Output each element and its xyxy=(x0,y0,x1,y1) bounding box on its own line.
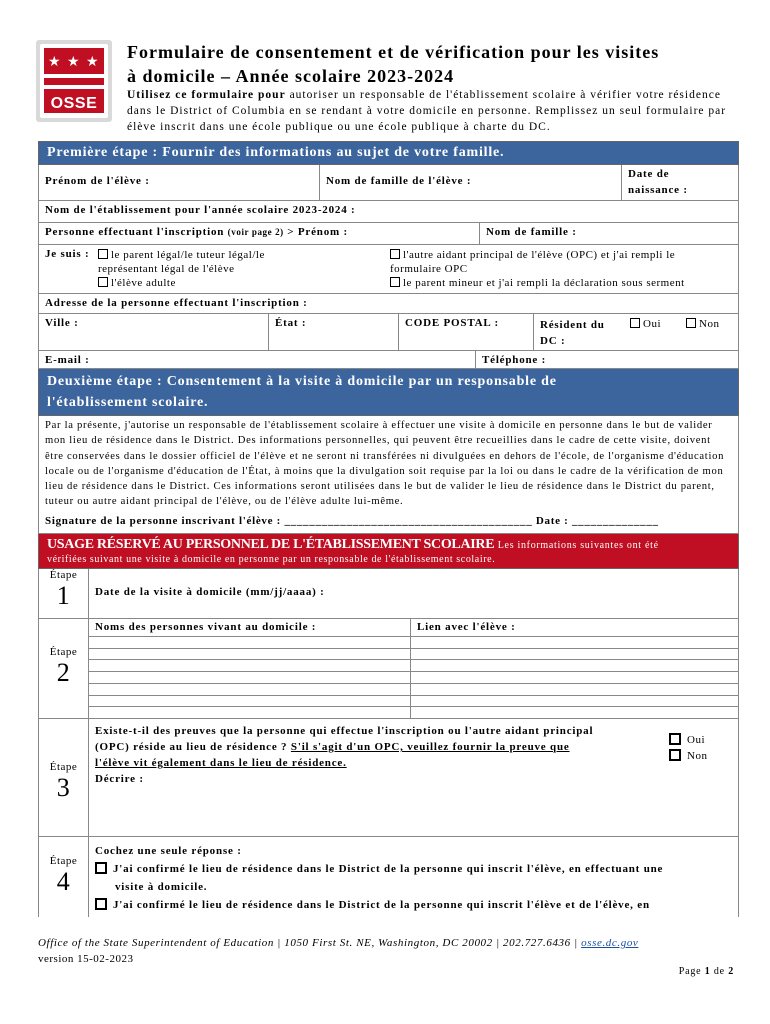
checkbox-icon[interactable] xyxy=(95,862,107,874)
opt-opc-line2: formulaire OPC xyxy=(390,263,468,275)
checkbox-icon[interactable] xyxy=(630,318,640,328)
address-label: Adresse de la personne effectuant l'inscription : xyxy=(45,297,308,309)
describe-label: Décrire : xyxy=(95,773,144,786)
signature-line[interactable]: Signature de la personne inscrivant l'élève : ________________________________________ Date : ______________ xyxy=(45,514,659,527)
stage-4-number xyxy=(39,837,89,917)
proof-q2 xyxy=(95,739,655,755)
confirm-opt1-text: J'ai confirmé le lieu de résidence dans le District de la personne qui inscrit l'élève, en effectuant une xyxy=(113,863,664,876)
proof-question-text xyxy=(95,723,655,832)
phone-field[interactable] xyxy=(476,351,738,368)
city-label: Ville : xyxy=(45,317,79,329)
contact-row xyxy=(38,351,739,369)
checkbox-icon[interactable] xyxy=(669,733,681,745)
city-field[interactable] xyxy=(39,314,269,350)
opt-parent[interactable] xyxy=(98,248,265,262)
step2-header-1: Deuxième étape : Consentement à la visite à domicile par un responsable de xyxy=(47,374,557,389)
visit-date-label: Date de la visite à domicile (mm/jj/aaaa) : xyxy=(95,586,325,599)
city-row xyxy=(38,314,739,351)
household-table xyxy=(89,619,738,718)
enroller-last-name-field[interactable] xyxy=(480,223,738,244)
proof-q2a: (OPC) réside au lieu de résidence ? xyxy=(95,741,291,754)
reserved-line2: vérifiées suivant une visite à domicile en personne par un responsable de l'établissement scolaire. xyxy=(47,554,496,566)
page-current: 1 xyxy=(704,966,711,977)
je-suis-label: Je suis : xyxy=(45,248,90,260)
dob-label-2: naissance : xyxy=(628,184,688,196)
title-line-1: Formulaire de consentement et de vérification pour les visites xyxy=(127,42,660,62)
opt-opc[interactable] xyxy=(390,248,732,262)
stage-word: Étape xyxy=(49,761,78,774)
email-field[interactable] xyxy=(39,351,476,368)
student-first-name-field[interactable] xyxy=(39,165,320,200)
phone-label: Téléphone : xyxy=(482,354,547,366)
confirm-opt1-line2: visite à domicile. xyxy=(115,881,208,894)
enroller-last-label: Nom de famille : xyxy=(486,226,577,238)
consent-paragraph: Par la présente, j'autorise un responsable de l'établissement scolaire à effectuer une visite à domicile en personne dans le but de valider mon lieu de résidence dans le District. Des informations personnelles, qui peuvent être recueillies dans le cadre de cette visite, doivent être conservées dans le dossier officiel de l'élève et ne seront ni transférées ni divulguées en dehors de l'école, de l'organisme d'éducation locale ou de l'organisme d'éducation de l'État, à moins que la divulgation soit requise par la loi ou dans le cadre de la vérification de mon lieu de résidence dans le District. Ces informations seront utilisées dans le but de valider le lieu de résidence dans le District du parent, tuteur ou autre aidant principal de l'élève, ou de l'élève adulte lui-même. xyxy=(45,420,725,508)
proof-q2b: S'il s'agit d'un OPC, veuillez fournir la preuve que xyxy=(290,741,570,754)
enroller-note: (voir page 2) xyxy=(227,227,284,237)
stage-2-number xyxy=(39,619,89,718)
proof-yes[interactable] xyxy=(669,732,707,748)
version-text: version 15-02-2023 xyxy=(38,953,134,965)
opt-minor-label: le parent mineur et j'ai rempli la déclaration sous serment xyxy=(403,277,685,289)
resident-label-1: Résident du xyxy=(540,319,605,331)
role-left xyxy=(39,245,384,293)
state-field[interactable] xyxy=(269,314,399,350)
page-number xyxy=(679,966,734,977)
opt-adult[interactable] xyxy=(98,276,265,290)
state-label: État : xyxy=(275,317,307,329)
stage-digit: 2 xyxy=(56,658,71,688)
confirm-opt2[interactable] xyxy=(95,896,732,914)
stage-1-number xyxy=(39,569,89,618)
reserved-header xyxy=(38,534,739,569)
student-last-name-field[interactable] xyxy=(320,165,622,200)
zip-label: CODE POSTAL : xyxy=(405,317,499,329)
table-row[interactable] xyxy=(89,672,738,684)
student-last-name-label: Nom de famille de l'élève : xyxy=(326,175,472,187)
table-row[interactable] xyxy=(89,696,738,708)
household-col2 xyxy=(411,619,738,636)
table-row[interactable] xyxy=(89,649,738,661)
page-total: 2 xyxy=(728,966,734,977)
household-col1 xyxy=(89,619,411,636)
enroller-first-label: > Prénom : xyxy=(287,226,348,238)
svg-text:★: ★ xyxy=(67,54,81,70)
intro-bold: Utilisez ce formulaire pour xyxy=(127,89,286,101)
role-right xyxy=(384,245,738,293)
reserved-note: Les informations suivantes ont été xyxy=(497,540,659,552)
household-col2-label: Lien avec l'élève : xyxy=(417,621,516,634)
svg-text:★: ★ xyxy=(48,54,62,70)
table-row[interactable] xyxy=(89,684,738,696)
opt-minor[interactable] xyxy=(390,276,732,290)
stage-2 xyxy=(38,619,739,719)
email-label: E-mail : xyxy=(45,354,90,366)
proof-no[interactable] xyxy=(669,748,707,764)
checkbox-icon[interactable] xyxy=(98,249,108,259)
stage-3-number xyxy=(39,719,89,836)
confirmation-options xyxy=(89,837,738,917)
enroller-row xyxy=(38,223,739,245)
resident-yes-label: Oui xyxy=(643,318,661,330)
dob-label-1: Date de xyxy=(628,168,670,180)
stage-4 xyxy=(38,837,739,917)
zip-field[interactable] xyxy=(399,314,534,350)
footer xyxy=(38,937,739,949)
consent-text xyxy=(38,416,739,534)
confirm-opt2-text: J'ai confirmé le lieu de résidence dans le District de la personne qui inscrit l'élève et de l'élève, en xyxy=(113,899,650,912)
proof-q1: Existe-t-il des preuves que la personne qui effectue l'inscription ou l'autre aidant principal xyxy=(95,725,594,738)
table-row[interactable] xyxy=(89,707,738,719)
footer-org: Office of the State Superintendent of Education | 1050 First St. NE, Washington, DC 20002 | 202.727.6436 | xyxy=(38,937,582,949)
page-prefix: Page xyxy=(678,966,705,977)
svg-text:OSSE: OSSE xyxy=(50,95,98,112)
enroller-label: Personne effectuant l'inscription xyxy=(45,226,225,238)
proof-yes-label: Oui xyxy=(687,734,705,747)
checkbox-icon[interactable] xyxy=(390,249,400,259)
proof-question xyxy=(89,719,738,836)
student-name-row xyxy=(38,165,739,201)
stage-word: Étape xyxy=(49,646,78,659)
page-mid: de xyxy=(710,966,729,977)
step1-header: Première étape : Fournir des informations au sujet de votre famille. xyxy=(38,141,739,165)
reserved-title: USAGE RÉSERVÉ AU PERSONNEL DE L'ÉTABLISSEMENT SCOLAIRE xyxy=(47,537,495,553)
resident-no[interactable] xyxy=(686,317,719,347)
title-line-2: à domicile – Année scolaire 2023-2024 xyxy=(127,66,455,86)
resident-yes[interactable] xyxy=(630,317,686,347)
stage-digit: 3 xyxy=(56,773,71,803)
proof-no-label: Non xyxy=(687,750,708,763)
household-header xyxy=(89,619,738,637)
resident-no-label: Non xyxy=(699,318,720,330)
step2-header-2: l'établissement scolaire. xyxy=(47,395,209,410)
opt-opc-1: l'autre aidant principal de l'élève (OPC) et j'ai rempli le xyxy=(403,249,676,261)
household-rows xyxy=(89,637,738,719)
table-row[interactable] xyxy=(89,660,738,672)
stage-word: Étape xyxy=(49,569,78,582)
osse-logo-graphic xyxy=(36,40,112,122)
confirmation-prompt: Cochez une seule réponse : xyxy=(95,845,242,858)
footer-link[interactable]: osse.dc.gov xyxy=(581,937,639,949)
confirm-opt1[interactable] xyxy=(95,860,732,878)
stage-3 xyxy=(38,719,739,837)
stage-1 xyxy=(38,569,739,619)
svg-text:★: ★ xyxy=(86,54,100,70)
checkbox-icon[interactable] xyxy=(98,277,108,287)
address-row xyxy=(38,294,739,314)
page-title xyxy=(127,40,737,88)
resident-label xyxy=(540,317,630,347)
step2-header xyxy=(38,369,739,416)
checkbox-icon[interactable] xyxy=(669,749,681,761)
checkbox-icon[interactable] xyxy=(95,898,107,910)
proof-options xyxy=(655,723,707,832)
opt-parent-line2: représentant légal de l'élève xyxy=(98,263,235,275)
intro-text xyxy=(127,87,737,135)
role-options-left xyxy=(98,248,265,290)
intro-rest: autoriser un responsable de l'établissement scolaire à vérifier votre résidence dans le District of Columbia en se rendant à votre domicile en personne. Remplissez un seul formulaire par élève inscrit dans une école publique ou une école publique à charte du DC. xyxy=(127,89,727,133)
osse-logo xyxy=(36,40,112,122)
address-field[interactable] xyxy=(39,294,738,313)
checkbox-icon[interactable] xyxy=(390,277,400,287)
stage-digit: 1 xyxy=(56,581,71,611)
school-name-label: Nom de l'établissement pour l'année scolaire 2023-2024 : xyxy=(45,204,356,216)
opt-adult-label: l'élève adulte xyxy=(111,277,176,289)
stage-digit: 4 xyxy=(56,867,71,897)
student-first-name-label: Prénom de l'élève : xyxy=(45,175,150,187)
school-name-field[interactable] xyxy=(39,201,738,222)
form xyxy=(38,141,739,917)
checkbox-icon[interactable] xyxy=(686,318,696,328)
role-row xyxy=(38,245,739,294)
resident-label-2: DC : xyxy=(540,335,566,347)
enroller-first-name-field[interactable] xyxy=(39,223,480,244)
proof-q3: l'élève vit également dans le lieu de résidence. xyxy=(95,757,347,770)
opt-parent-1: le parent légal/le tuteur légal/le xyxy=(111,249,265,261)
household-col1-label: Noms des personnes vivant au domicile : xyxy=(95,621,317,634)
school-row xyxy=(38,201,739,223)
dob-field[interactable] xyxy=(622,165,738,200)
table-row[interactable] xyxy=(89,637,738,649)
visit-date-field[interactable] xyxy=(89,569,738,618)
dc-resident-field xyxy=(534,314,738,350)
stage-word: Étape xyxy=(49,855,78,868)
